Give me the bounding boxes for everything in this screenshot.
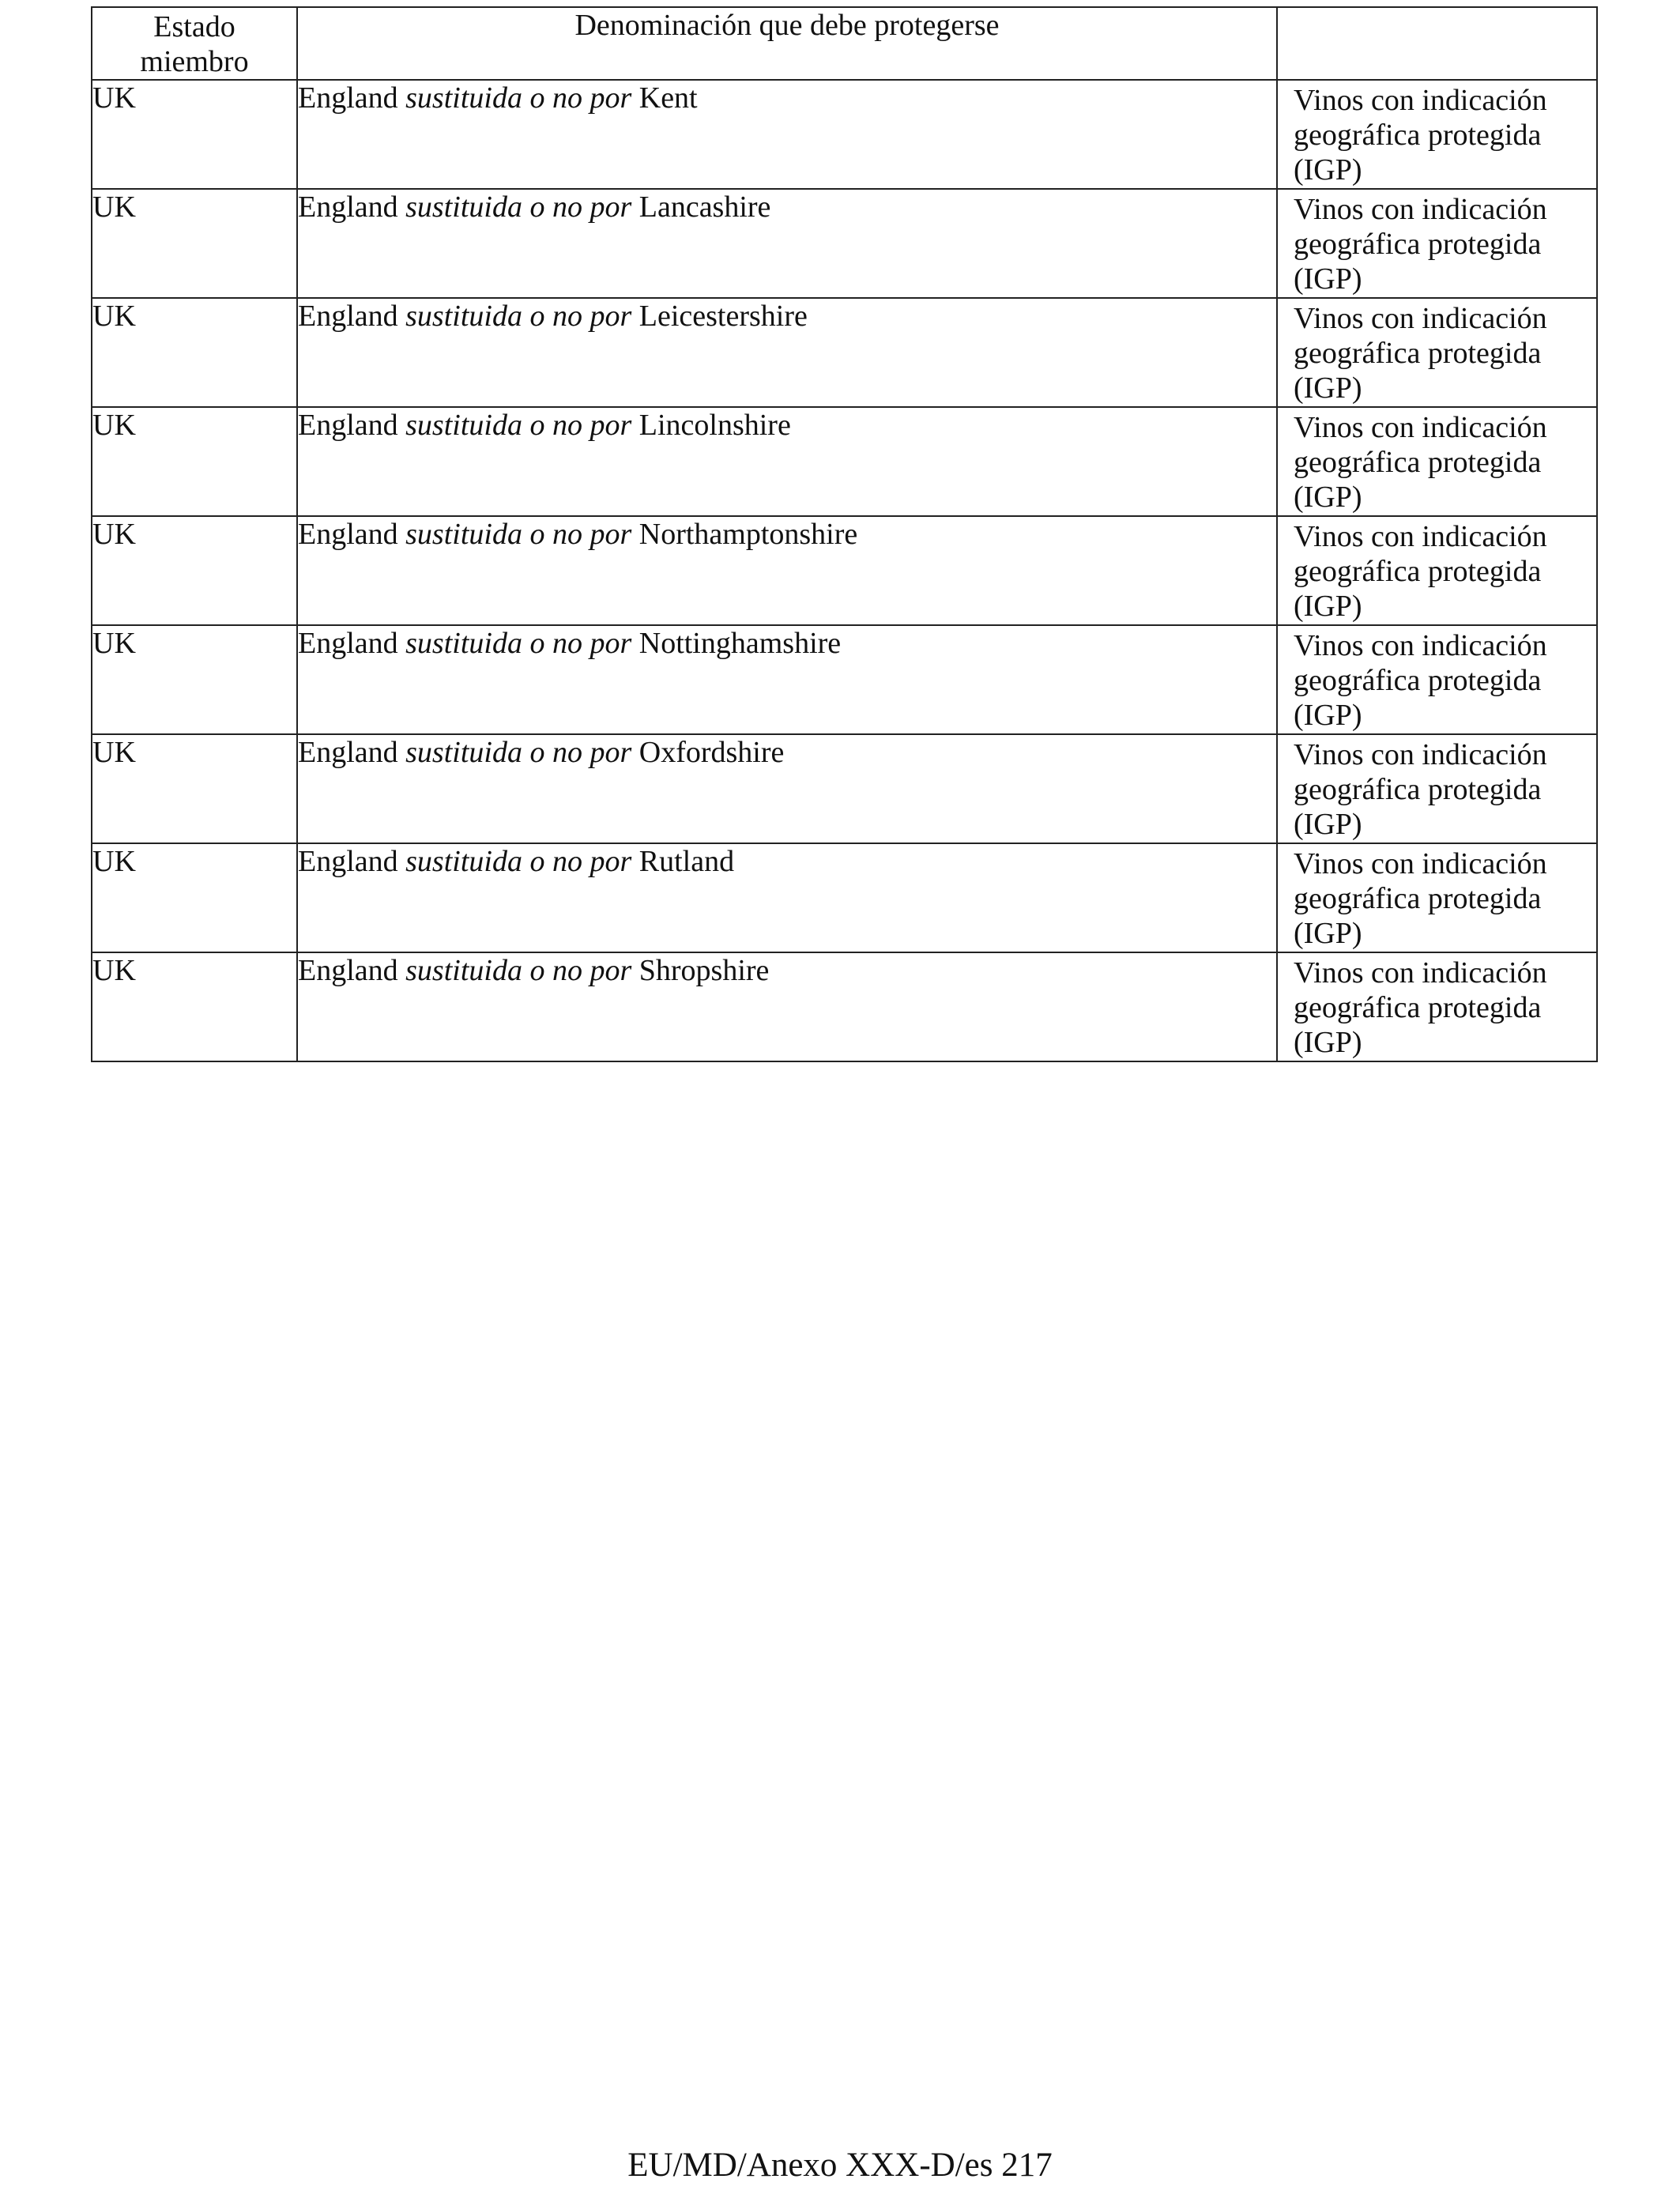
denomination-connector: sustituida o no por	[405, 736, 632, 769]
category-cell	[1277, 516, 1597, 625]
table-row	[92, 625, 1597, 734]
denomination-connector: sustituida o no por	[405, 409, 632, 442]
category-cell	[1277, 625, 1597, 734]
denomination-cell	[297, 843, 1277, 952]
denomination-cell	[297, 189, 1277, 298]
category-cell	[1277, 298, 1597, 407]
denomination-region: Shropshire	[631, 954, 770, 987]
category-line: (IGP)	[1294, 481, 1362, 514]
header-category	[1277, 7, 1597, 80]
member-state-cell: UK	[92, 843, 297, 952]
member-state-cell: UK	[92, 516, 297, 625]
denomination-prefix: England	[298, 300, 406, 333]
denomination-cell	[297, 407, 1277, 516]
denomination-cell	[297, 734, 1277, 843]
category-cell	[1277, 407, 1597, 516]
denomination-region: Lancashire	[631, 190, 771, 224]
category-line: geográfica protegida	[1294, 882, 1542, 915]
category-cell	[1277, 952, 1597, 1061]
category-line: geográfica protegida	[1294, 555, 1542, 588]
denomination-prefix: England	[298, 81, 406, 115]
denomination-region: Oxfordshire	[631, 736, 785, 769]
category-line: (IGP)	[1294, 590, 1362, 623]
member-state-cell: UK	[92, 952, 297, 1061]
denomination-prefix: England	[298, 736, 406, 769]
category-line: geográfica protegida	[1294, 446, 1542, 479]
table-row	[92, 516, 1597, 625]
page-footer: EU/MD/Anexo XXX-D/es 217	[627, 2147, 1053, 2184]
table-row	[92, 189, 1597, 298]
denomination-connector: sustituida o no por	[405, 81, 632, 115]
table-row	[92, 952, 1597, 1061]
category-line: Vinos con indicación	[1294, 847, 1547, 880]
category-cell	[1277, 843, 1597, 952]
category-cell	[1277, 189, 1597, 298]
category-line: Vinos con indicación	[1294, 302, 1547, 335]
header-member-state	[92, 7, 297, 80]
denomination-region: Northamptonshire	[631, 518, 858, 551]
table-row	[92, 80, 1597, 189]
category-line: Vinos con indicación	[1294, 738, 1547, 771]
denomination-prefix: England	[298, 627, 406, 660]
category-line: geográfica protegida	[1294, 991, 1542, 1024]
denomination-prefix: England	[298, 845, 406, 878]
denomination-prefix: England	[298, 190, 406, 224]
category-line: Vinos con indicación	[1294, 520, 1547, 553]
member-state-cell: UK	[92, 407, 297, 516]
header-row	[92, 7, 1597, 80]
denomination-region: Rutland	[631, 845, 735, 878]
header-member-state-line1: Estado	[153, 10, 235, 43]
member-state-cell: UK	[92, 734, 297, 843]
member-state-cell: UK	[92, 80, 297, 189]
category-line: (IGP)	[1294, 371, 1362, 405]
table-header	[92, 7, 1597, 80]
category-line: (IGP)	[1294, 153, 1362, 187]
member-state-cell: UK	[92, 189, 297, 298]
denomination-connector: sustituida o no por	[405, 954, 632, 987]
table-body	[92, 80, 1597, 1061]
denomination-connector: sustituida o no por	[405, 627, 632, 660]
denomination-cell	[297, 80, 1277, 189]
category-line: (IGP)	[1294, 262, 1362, 296]
denomination-cell	[297, 952, 1277, 1061]
denomination-connector: sustituida o no por	[405, 845, 632, 878]
denomination-connector: sustituida o no por	[405, 190, 632, 224]
category-line: geográfica protegida	[1294, 119, 1542, 152]
denomination-region: Lincolnshire	[631, 409, 791, 442]
category-line: Vinos con indicación	[1294, 411, 1547, 444]
denomination-region: Kent	[631, 81, 698, 115]
category-cell	[1277, 734, 1597, 843]
geographical-indications-table	[91, 6, 1598, 1062]
category-line: Vinos con indicación	[1294, 84, 1547, 117]
denomination-cell	[297, 298, 1277, 407]
denomination-cell	[297, 625, 1277, 734]
category-line: Vinos con indicación	[1294, 956, 1547, 990]
denomination-cell	[297, 516, 1277, 625]
table-row	[92, 407, 1597, 516]
denomination-prefix: England	[298, 518, 406, 551]
table-row	[92, 734, 1597, 843]
header-member-state-line2: miembro	[140, 45, 249, 78]
category-line: geográfica protegida	[1294, 664, 1542, 697]
member-state-cell: UK	[92, 625, 297, 734]
denomination-connector: sustituida o no por	[405, 300, 632, 333]
category-line: geográfica protegida	[1294, 228, 1542, 261]
category-line: (IGP)	[1294, 917, 1362, 950]
category-line: Vinos con indicación	[1294, 629, 1547, 662]
category-line: geográfica protegida	[1294, 337, 1542, 370]
table-row	[92, 843, 1597, 952]
denomination-prefix: England	[298, 409, 406, 442]
table-row	[92, 298, 1597, 407]
member-state-cell: UK	[92, 298, 297, 407]
category-line: (IGP)	[1294, 1026, 1362, 1059]
denomination-prefix: England	[298, 954, 406, 987]
denomination-region: Leicestershire	[631, 300, 808, 333]
header-denomination: Denominación que debe protegerse	[297, 7, 1277, 80]
denomination-region: Nottinghamshire	[631, 627, 842, 660]
denomination-connector: sustituida o no por	[405, 518, 632, 551]
category-line: Vinos con indicación	[1294, 193, 1547, 226]
category-line: (IGP)	[1294, 699, 1362, 732]
category-line: (IGP)	[1294, 808, 1362, 841]
category-line: geográfica protegida	[1294, 773, 1542, 806]
category-cell	[1277, 80, 1597, 189]
